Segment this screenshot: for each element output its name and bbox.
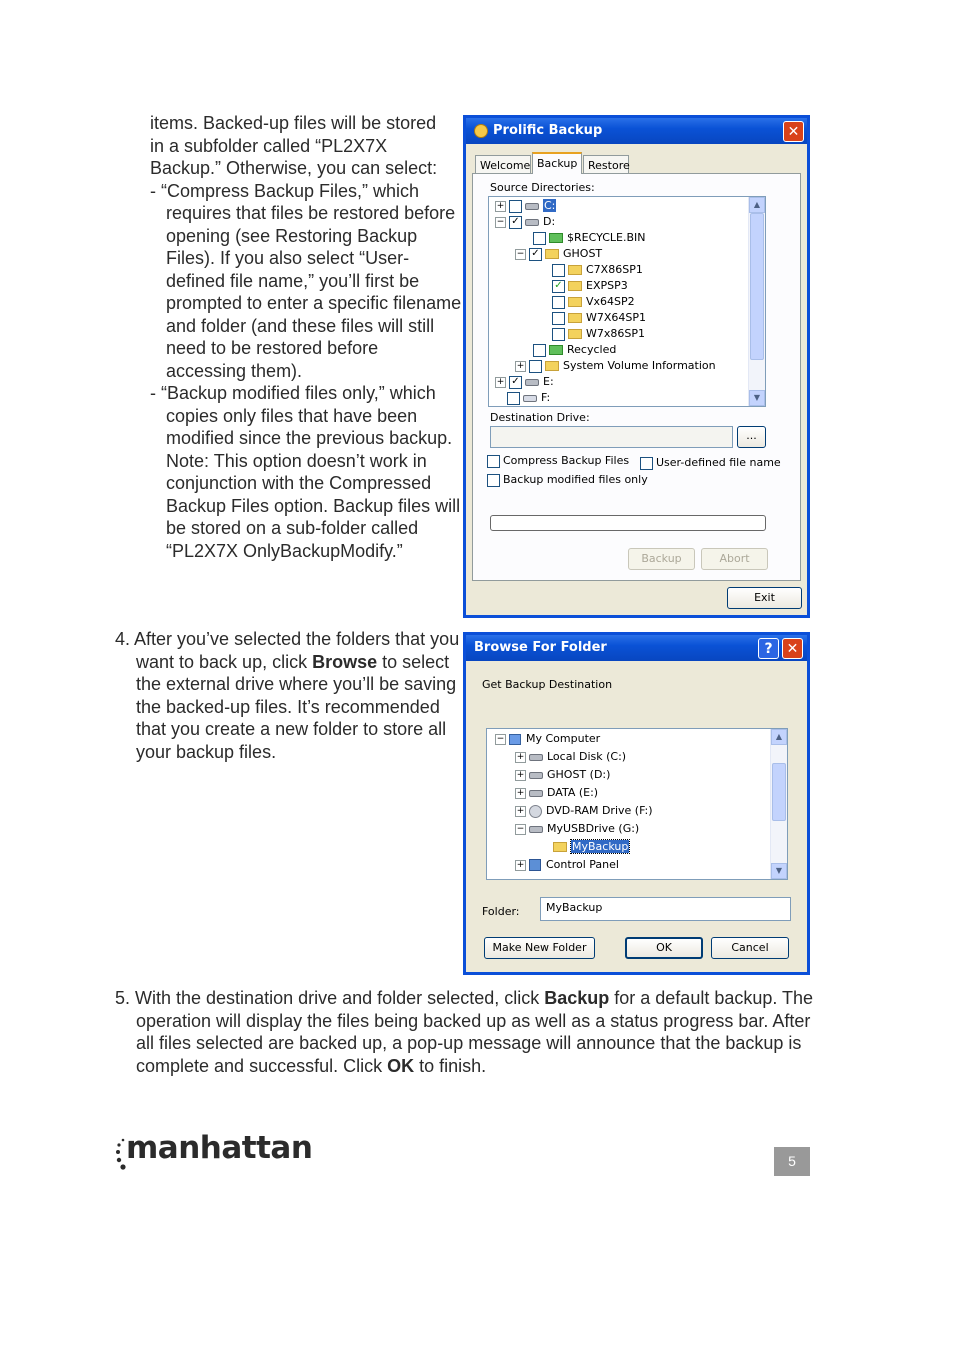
- tree-item-system-volume[interactable]: + System Volume Information: [516, 359, 716, 372]
- drive-icon: [529, 826, 543, 833]
- cd-drive-icon: [523, 395, 537, 402]
- scroll-down-icon[interactable]: ▼: [749, 390, 765, 406]
- tree-item-ghost-drive[interactable]: + GHOST (D:): [516, 768, 611, 781]
- user-defined-label: User-defined file name: [656, 456, 781, 469]
- tree-item-w7x64sp1[interactable]: W7X64SP1: [552, 310, 646, 326]
- compress-label: Compress Backup Files: [503, 454, 630, 467]
- prolific-backup-window: [463, 115, 810, 618]
- folder-icon: [568, 297, 582, 307]
- tab-backup[interactable]: Backup: [532, 152, 582, 174]
- step-5-backup-bold: Backup: [544, 988, 610, 1008]
- bullet-modified: - “Backup modified files only,” which copies only files that have been modified since the previous backup. Note: This option doesn’t work in conjunction with the Compressed Backup Files option. Backup files will be stored on a sub-folder called “PL2X7X OnlyBackupModify.”: [150, 383, 461, 561]
- tree-item-c7x86sp1[interactable]: C7X86SP1: [552, 262, 643, 278]
- drive-icon: [525, 379, 539, 386]
- tree-item-data-drive[interactable]: + DATA (E:): [516, 786, 599, 799]
- folder-icon: [553, 842, 567, 852]
- scroll-thumb[interactable]: [772, 763, 786, 821]
- drive-icon: [525, 219, 539, 226]
- recycle-icon: [549, 345, 563, 355]
- tab-welcome[interactable]: Welcome: [475, 155, 531, 174]
- drive-icon: [529, 772, 543, 779]
- step-5-part-1: 5. With the destination drive and folder selected, click: [115, 988, 545, 1008]
- tree-item-expsp3[interactable]: ✓ EXPSP3: [552, 278, 628, 294]
- prolific-title: Prolific Backup: [493, 123, 603, 138]
- exit-button[interactable]: Exit: [727, 587, 802, 609]
- modified-only-option[interactable]: [487, 473, 648, 487]
- tree-item-f[interactable]: F:: [507, 390, 550, 406]
- recycle-icon: [549, 233, 563, 243]
- destination-drive-label: Destination Drive:: [490, 411, 590, 424]
- folder-tree[interactable]: [486, 728, 788, 880]
- folder-label: Folder:: [482, 905, 520, 918]
- step-4-browse-bold: Browse: [312, 651, 378, 672]
- intro-line-1: items. Backed-up files will be stored: [150, 113, 437, 133]
- dvd-icon: [529, 805, 542, 818]
- close-icon[interactable]: ✕: [782, 638, 803, 659]
- intro-line-3: Backup.” Otherwise, you can select:: [150, 158, 438, 178]
- folder-icon: [545, 249, 559, 259]
- browse-button[interactable]: ...: [737, 426, 766, 448]
- compress-option[interactable]: [487, 454, 629, 468]
- ok-button[interactable]: OK: [625, 937, 703, 959]
- scroll-down-icon[interactable]: ▼: [771, 863, 787, 879]
- modified-only-label: Backup modified files only: [503, 473, 648, 486]
- tab-restore[interactable]: Restore: [583, 155, 629, 174]
- close-icon[interactable]: ✕: [783, 121, 804, 142]
- folder-icon: [568, 281, 582, 291]
- folder-icon: [545, 361, 559, 371]
- backup-tab-panel: [472, 173, 801, 581]
- step-4-part-2: to select the external drive where you’ll be saving the backed-up files. It’s recommended that you create a new folder to store all your backup files.: [136, 651, 457, 762]
- tree-item-usb-drive[interactable]: − MyUSBDrive (G:): [516, 822, 640, 835]
- folder-tree-scrollbar[interactable]: [770, 729, 787, 879]
- source-tree-scrollbar[interactable]: [748, 197, 765, 406]
- manhattan-logo: [114, 1130, 313, 1178]
- tree-item-recycled[interactable]: Recycled: [533, 342, 616, 358]
- scroll-up-icon[interactable]: ▲: [771, 729, 787, 745]
- make-new-folder-button[interactable]: Make New Folder: [484, 937, 595, 959]
- step-4-part: 4. After you’ve selected the folders that you want to back up, click: [115, 629, 460, 672]
- intro-line-2: in a subfolder called “PL2X7X: [150, 135, 388, 156]
- tree-item-w7x86sp1[interactable]: W7x86SP1: [552, 326, 645, 342]
- computer-icon: [509, 734, 521, 745]
- bullet-compress: - “Compress Backup Files,” which requires that files be restored before opening (see Restoring Backup Files). If you also select “User-defined file name,” you’ll first be prompted to enter a specific filename and folder (and these files will still need to be restored before accessing them).: [150, 180, 462, 381]
- app-icon: [474, 124, 488, 138]
- scroll-up-icon[interactable]: ▲: [749, 197, 765, 213]
- drive-icon: [529, 754, 543, 761]
- step-5-ok-bold: OK: [387, 1055, 415, 1076]
- folder-icon: [568, 329, 582, 339]
- tree-item-e[interactable]: + ✓ E:: [496, 375, 554, 388]
- page-number: 5: [774, 1147, 810, 1176]
- tree-item-d[interactable]: − ✓ D:: [496, 215, 556, 228]
- prolific-title-bar: [466, 118, 807, 144]
- browse-title-bar: [466, 635, 807, 661]
- folder-icon: [568, 265, 582, 275]
- tree-item-mybackup[interactable]: MyBackup: [553, 839, 629, 855]
- backup-button[interactable]: Backup: [628, 548, 695, 570]
- tree-item-control-panel[interactable]: + Control Panel: [516, 858, 619, 871]
- tree-item-my-computer[interactable]: − My Computer: [496, 732, 601, 745]
- cancel-button[interactable]: Cancel: [711, 937, 789, 959]
- step-5-part-3: to finish.: [414, 1055, 487, 1076]
- user-defined-option[interactable]: [640, 456, 781, 470]
- destination-drive-field[interactable]: [490, 426, 733, 448]
- browse-title: Browse For Folder: [474, 640, 607, 655]
- logo-text: manhattan: [126, 1130, 313, 1166]
- tree-item-ghost[interactable]: − ✓ GHOST: [516, 247, 603, 260]
- tree-item-local-disk[interactable]: + Local Disk (C:): [516, 750, 627, 763]
- tree-item-recycle-bin[interactable]: $RECYCLE.BIN: [533, 230, 645, 246]
- source-tree[interactable]: [488, 196, 766, 407]
- source-directories-label: Source Directories:: [490, 181, 595, 194]
- step-5-part-2: for a default backup. The operation will display the files being backed up as well as a status progress bar. After all files selected are backed up, a pop-up message will announce that the backup is complete and successful. Click: [136, 988, 814, 1076]
- tree-item-c[interactable]: + C:: [496, 199, 556, 212]
- scroll-thumb[interactable]: [750, 213, 764, 360]
- abort-button[interactable]: Abort: [701, 548, 768, 570]
- step-4-text: [115, 628, 471, 763]
- step-5-text: [115, 987, 832, 1077]
- progress-bar: [490, 515, 766, 531]
- tree-item-vx64sp2[interactable]: Vx64SP2: [552, 294, 635, 310]
- drive-icon: [529, 790, 543, 797]
- browse-for-folder-window: [463, 632, 810, 975]
- folder-input[interactable]: MyBackup: [540, 897, 791, 921]
- help-icon[interactable]: ?: [758, 638, 779, 659]
- tree-item-dvd-drive[interactable]: + DVD-RAM Drive (F:): [516, 804, 653, 817]
- control-panel-icon: [529, 859, 541, 871]
- intro-text: [150, 112, 460, 562]
- browse-prompt: Get Backup Destination: [482, 678, 613, 691]
- drive-icon: [525, 203, 539, 210]
- folder-icon: [568, 313, 582, 323]
